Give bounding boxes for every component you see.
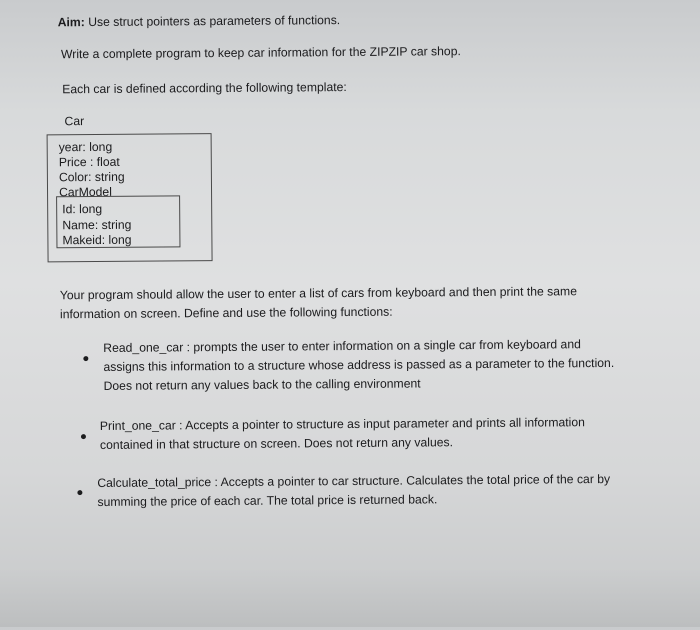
- bullet-icon: [83, 356, 88, 361]
- aim-label: Aim:: [57, 15, 85, 30]
- function-calculate-total-price: [97, 470, 610, 512]
- struct-field-carmodel: CarModel: [58, 184, 112, 200]
- inner-field-makeid: Makeid: long: [62, 232, 132, 248]
- inner-field-id: Id: long: [62, 201, 103, 217]
- requirements-line: information on screen. Define and use the following functions:: [59, 304, 393, 322]
- function-line: summing the price of each car. The total price is returned back.: [97, 492, 438, 509]
- struct-field-year: year: long: [58, 139, 113, 155]
- struct-name: Car: [64, 114, 85, 129]
- function-print-one-car: [100, 413, 585, 455]
- function-line: Calculate_total_price : Accepts a pointer to car structure. Calculates the total price of the car by: [97, 471, 611, 490]
- struct-field-color: Color: string: [58, 169, 125, 185]
- function-line: Print_one_car : Accepts a pointer to structure as input parameter and prints all information: [99, 415, 585, 433]
- bullet-icon: [77, 490, 82, 495]
- program-requirements: [60, 282, 620, 324]
- function-line: Does not return any values back to the calling environment: [103, 376, 421, 393]
- function-line: assigns this information to a structure whose address is passed as a parameter to the function.: [103, 355, 615, 374]
- inner-field-name: Name: string: [62, 217, 132, 233]
- struct-field-price: Price : float: [58, 154, 120, 170]
- function-line: Read_one_car : prompts the user to enter information on a single car from keyboard and: [103, 337, 581, 355]
- function-line: contained in that structure on screen. Does not return any values.: [99, 435, 454, 452]
- task-description: Write a complete program to keep car information for the ZIPZIP car shop.: [60, 44, 461, 62]
- bullet-icon: [81, 434, 86, 439]
- aim-line: [58, 12, 341, 31]
- aim-text: Use struct pointers as parameters of functions.: [84, 13, 341, 30]
- function-read-one-car: [103, 335, 614, 396]
- template-intro: Each car is defined according the following template:: [62, 80, 347, 97]
- requirements-line: Your program should allow the user to enter a list of cars from keyboard and then print the same: [59, 284, 578, 303]
